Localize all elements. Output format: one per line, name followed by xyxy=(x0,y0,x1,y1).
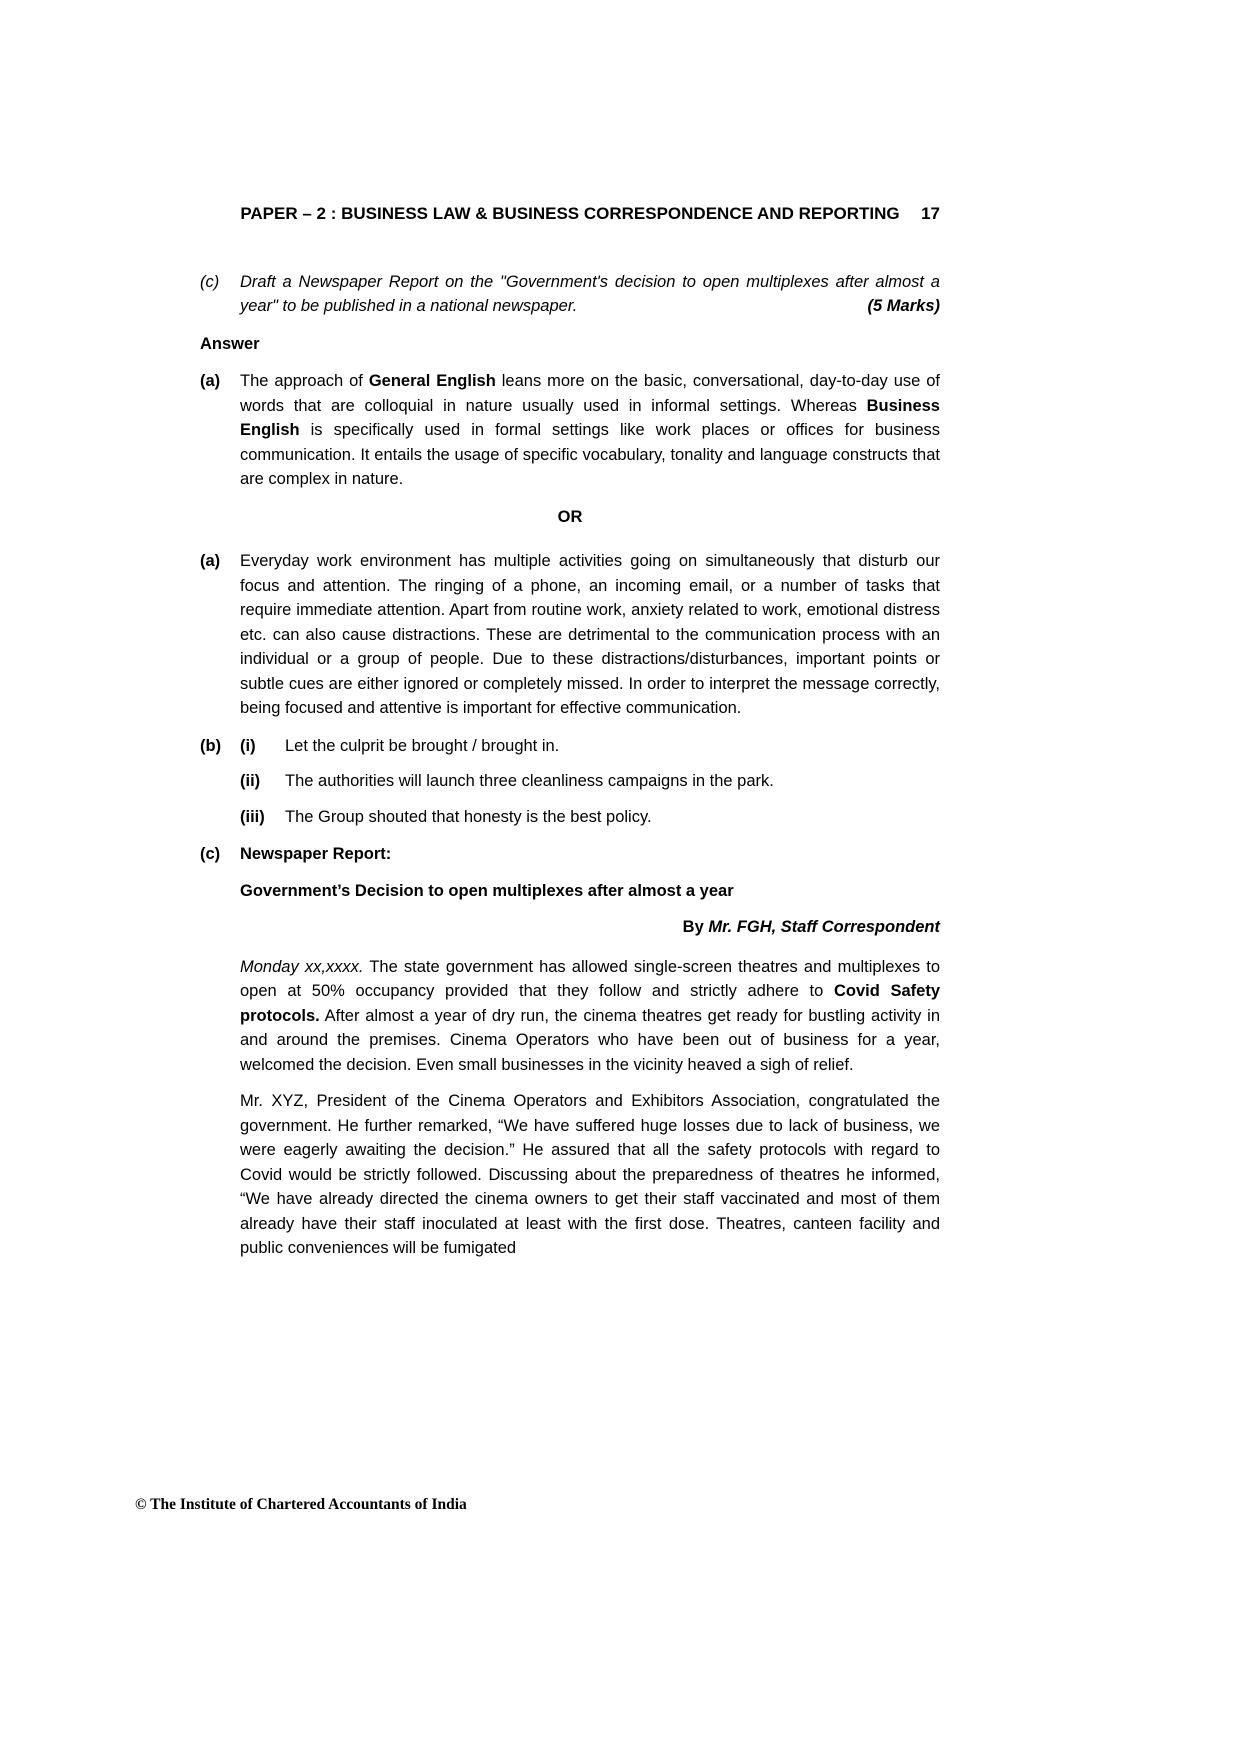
answer-a1-label: (a) xyxy=(200,372,221,390)
answer-b-item-ii-label: (ii) xyxy=(240,772,261,790)
answer-b-items xyxy=(240,734,940,830)
question-c-text xyxy=(240,270,940,319)
question-marks: (5 Marks) xyxy=(867,297,940,315)
answer-a2-paragraph: Everyday work environment has multiple activities going on simultaneously that disturb our focus and attention. The ringing of a phone, an incoming email, or a number of tasks that require immediate attention. Apart from routine work, anxiety related to work, emotional distress etc. can also cause distractions. These are detrimental to the communication process with an individual or a group of people. Due to these distractions/disturbances, important points or subtle cues are either ignored or completely missed. In order to interpret the message correctly, being focused and attentive is important for effective communication. xyxy=(240,552,940,717)
answer-heading: Answer xyxy=(200,334,260,353)
answer-b-item-ii-text: The authorities will launch three cleanliness campaigns in the park. xyxy=(285,772,774,790)
newspaper-report-heading: Newspaper Report: xyxy=(240,845,392,863)
answer-b-item-iii-label: (iii) xyxy=(240,807,265,826)
answer-b-block xyxy=(200,734,940,830)
page-number: 17 xyxy=(921,204,940,223)
answer-b-label: (b) xyxy=(200,736,222,755)
report-byline: By Mr. FGH, Staff Correspondent xyxy=(682,918,940,936)
question-c-block xyxy=(200,270,940,319)
header-title: PAPER – 2 : BUSINESS LAW & BUSINESS CORRESPONDENCE AND REPORTING xyxy=(240,204,900,223)
answer-b-item-iii-text: The Group shouted that honesty is the best policy. xyxy=(285,807,652,826)
answer-c-body xyxy=(240,842,940,1261)
answer-c-block xyxy=(200,842,940,1261)
answer-b-item-i-label: (i) xyxy=(240,736,256,755)
answer-b-item-ii xyxy=(240,769,940,794)
answer-a1-block xyxy=(200,369,940,492)
answer-a2-label: (a) xyxy=(200,552,221,570)
report-paragraph-2: Mr. XYZ, President of the Cinema Operators and Exhibitors Association, congratulated the government. He further remarked, “We have suffered huge losses due to lack of business, we were eagerly awaiting the decision.” He assured that all the safety protocols with regard to Covid would be strictly followed. Discussing about the preparedness of theatres he informed, “We have already directed the cinema owners to get their staff vaccinated and most of them already have their staff inoculated at least with the first dose. Theatres, canteen facility and public conveniences will be fumigated xyxy=(240,1092,940,1257)
question-c-rich-text: Draft a Newspaper Report on the "Government's decision to open multiplexes after almost a year" to be published in a national newspaper. xyxy=(240,272,940,315)
answer-c-label: (c) xyxy=(200,845,221,863)
page-header xyxy=(200,202,940,227)
page-content xyxy=(200,202,940,1274)
report-paragraph-1: Monday xx,xxxx. The state government has allowed single-screen theatres and multiplexes to open at 50% occupancy provided that they follow and strictly adhere to Covid Safety protocols. After almost a year of dry run, the cinema theatres get ready for bustling activity in and around the premises. Cinema Operators who have been out of business for a year, welcomed the decision. Even small businesses in the vicinity heaved a sigh of relief. xyxy=(240,957,940,1074)
answer-a1-paragraph: The approach of General English leans more on the basic, conversational, day-to-day use of words that are colloquial in nature usually used in informal settings. Whereas Business English is specifically used in formal settings like work places or offices for business communication. It entails the usage of specific vocabulary, tonality and language constructs that are complex in nature. xyxy=(240,372,941,488)
answer-b-item-iii xyxy=(240,805,940,830)
answer-b-item-i-text: Let the culprit be brought / brought in. xyxy=(285,736,560,755)
or-divider: OR xyxy=(557,507,583,526)
question-c-label: (c) xyxy=(200,272,220,291)
copyright-footer: © The Institute of Chartered Accountants of India xyxy=(135,1496,467,1513)
report-title: Government’s Decision to open multiplexes after almost a year xyxy=(240,881,734,900)
answer-a2-block xyxy=(200,549,940,721)
answer-b-item-i xyxy=(240,734,940,759)
